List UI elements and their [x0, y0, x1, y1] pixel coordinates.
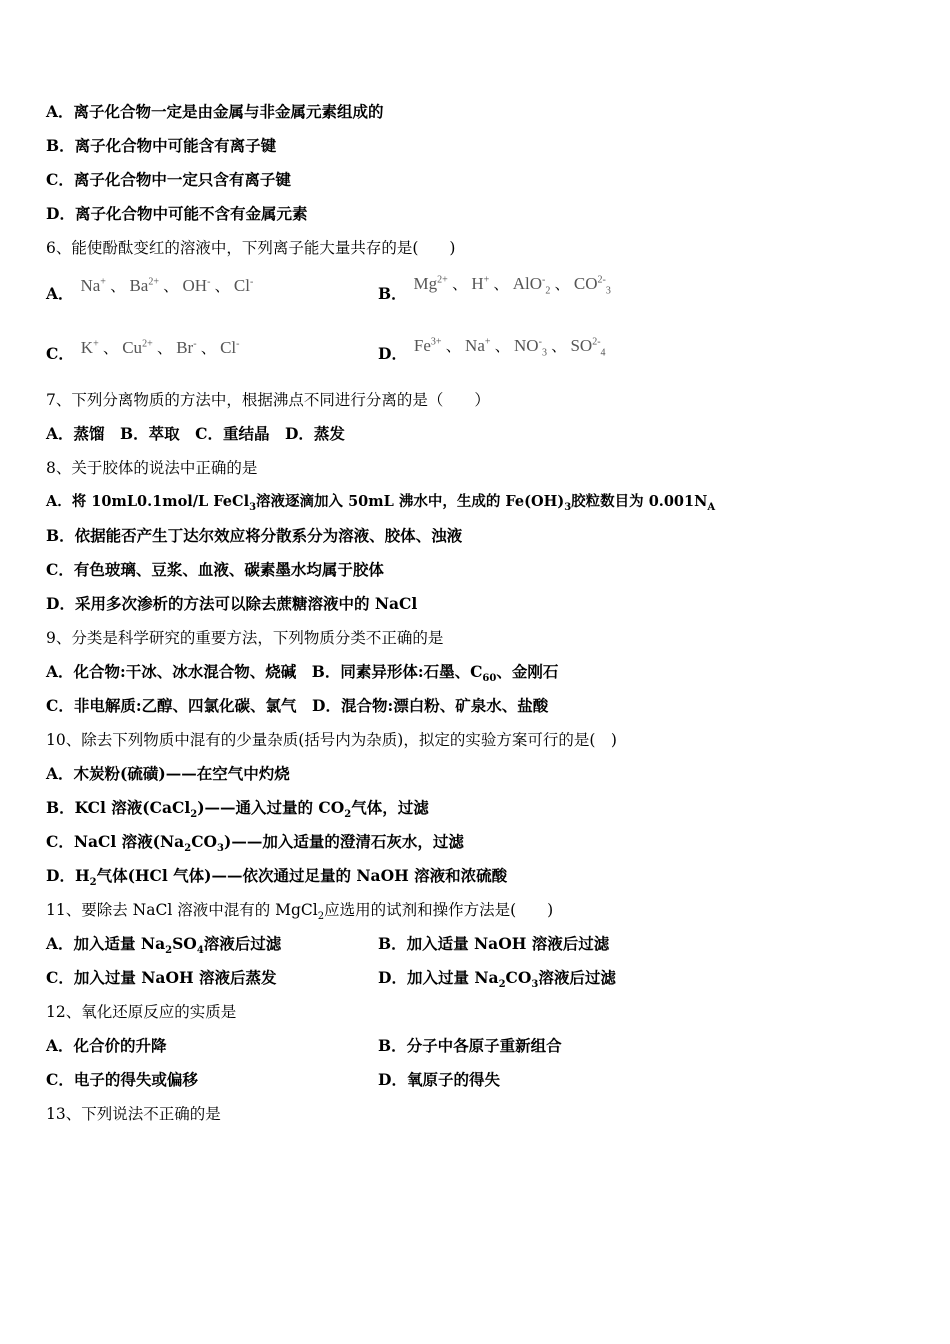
text: CO: [505, 968, 532, 987]
q6-row-cd: [46, 336, 606, 364]
q5-option-d: D．离子化合物中可能不含有金属元素: [46, 204, 308, 223]
text: D．H: [46, 866, 90, 885]
subscript: 3: [531, 979, 539, 991]
text: 应选用的试剂和操作方法是( ): [324, 901, 554, 919]
separator: 、: [494, 337, 510, 355]
ion-charge: +: [483, 274, 490, 286]
subscript: 2: [344, 809, 352, 821]
q6-b-label: B．: [378, 284, 407, 303]
q9-options-cd: C．非电解质:乙醇、四氯化碳、氯气 D．混合物:漂白粉、矿泉水、盐酸: [46, 696, 549, 715]
text: SO: [172, 934, 197, 953]
subscript: 2: [190, 809, 198, 821]
ion-charge: 2+: [148, 276, 159, 288]
q6-d-ions: [413, 336, 606, 359]
separator: 、: [452, 275, 468, 293]
q5-option-a: A．离子化合物一定是由金属与非金属元素组成的: [46, 102, 384, 121]
q12-row-cd: [46, 1070, 926, 1090]
q5-option-c: C．离子化合物中一定只含有离子键: [46, 170, 291, 189]
ion-charge: -: [249, 276, 254, 288]
separator: 、: [110, 277, 126, 295]
ion-charge: -: [193, 338, 197, 350]
q13-stem: 13、下列说法不正确的是: [46, 1105, 221, 1123]
q6-row-ab: [46, 274, 611, 304]
separator: 、: [214, 277, 230, 295]
ion-charge: 2-: [597, 274, 606, 286]
q10-option-b: [46, 798, 429, 821]
q8-option-a: [46, 492, 715, 512]
ion-charge: 2+: [437, 274, 448, 286]
q12-option-b: B．分子中各原子重新组合: [378, 1036, 562, 1055]
ion: Cl: [233, 276, 250, 295]
ion: Ba: [129, 276, 149, 295]
ion-charge: 2-: [592, 336, 601, 348]
ion-charge: +: [100, 276, 106, 288]
text: 胶粒数目为 0.001N: [571, 493, 708, 510]
q10-option-c: [46, 832, 464, 855]
ion: Na: [465, 336, 485, 355]
q12-option-c: C．电子的得失或偏移: [46, 1070, 198, 1089]
ion: H: [471, 274, 484, 293]
text: C．NaCl 溶液(Na: [46, 832, 185, 851]
q11-stem: [46, 900, 554, 923]
subscript: 2: [498, 979, 506, 991]
ion: OH: [182, 276, 208, 295]
ion-charge: -: [236, 338, 240, 350]
text: 溶液逐滴加入 50mL 沸水中，生成的 Fe(OH): [256, 493, 565, 510]
text: A．化合物:干冰、冰水混合物、烧碱 B．同素异形体:石墨、C: [46, 662, 483, 681]
separator: 、: [445, 337, 461, 355]
q11-row-cd: [46, 968, 926, 991]
q11-option-d: [378, 968, 616, 991]
q11-option-c: C．加入过量 NaOH 溶液后蒸发: [46, 968, 277, 987]
q5-option-b: B．离子化合物中可能含有离子键: [46, 136, 277, 155]
text: 气体，过滤: [351, 798, 429, 817]
text: 溶液后过滤: [203, 934, 282, 953]
q12-row-ab: [46, 1036, 926, 1056]
text: 气体(HCl 气体)——依次通过足量的 NaOH 溶液和浓硫酸: [96, 866, 508, 885]
q7-options: A．蒸馏 B．萃取 C．重结晶 D．蒸发: [46, 424, 345, 443]
subscript: 4: [196, 945, 204, 957]
q10-stem: 10、除去下列物质中混有的少量杂质(括号内为杂质)，拟定的实验方案可行的是( ): [46, 731, 617, 749]
text: 、金刚石: [496, 662, 559, 681]
separator: 、: [493, 275, 509, 293]
ion: AlO: [512, 274, 543, 293]
q6-d-label: D．: [378, 344, 407, 363]
separator: 、: [554, 275, 570, 293]
ion: Cu: [122, 338, 143, 357]
subscript: 3: [217, 843, 224, 855]
separator: 、: [551, 337, 567, 355]
subscript: 3: [249, 501, 257, 513]
q12-stem: 12、氧化还原反应的实质是: [46, 1003, 237, 1021]
ion: Mg: [413, 274, 438, 293]
ion-charge: -: [538, 336, 542, 348]
ion-charge: +: [93, 338, 99, 350]
q6-a-label: A．: [46, 284, 74, 303]
q10-option-a: A．木炭粉(硫磺)——在空气中灼烧: [46, 764, 290, 783]
q6-b-option: [378, 274, 611, 304]
subscript: 60: [482, 673, 497, 685]
q8-option-d: D．采用多次渗析的方法可以除去蔗糖溶液中的 NaCl: [46, 594, 418, 613]
ion: Na: [80, 276, 101, 295]
q6-stem: [46, 238, 455, 258]
ion-charge: -: [542, 274, 546, 286]
ion: K: [80, 338, 94, 357]
subscript: 2: [165, 945, 173, 957]
q11-option-b: B．加入适量 NaOH 溶液后过滤: [378, 934, 610, 953]
q6-c-label: C．: [46, 344, 74, 363]
separator: 、: [102, 339, 118, 357]
text: 11、要除去 NaCl 溶液中混有的 MgCl: [46, 901, 318, 919]
q6-b-ions: [413, 274, 611, 297]
ion: CO: [573, 274, 598, 293]
separator: 、: [156, 339, 172, 357]
text: )——通入过量的 CO: [197, 798, 345, 817]
ion-charge: 3+: [430, 336, 442, 348]
ion: SO: [570, 336, 593, 355]
q9-stem: 9、分类是科学研究的重要方法，下列物质分类不正确的是: [46, 629, 444, 647]
subscript: 2: [89, 877, 97, 889]
subscript: A: [707, 501, 716, 513]
separator: 、: [200, 339, 216, 357]
ion: Cl: [220, 338, 237, 357]
q10-option-d: [46, 866, 508, 889]
subscript: 2: [184, 843, 192, 855]
subscript: 2: [317, 911, 325, 923]
ion-charge: +: [484, 336, 491, 348]
ion-subscript: 2: [545, 285, 551, 297]
q11-option-a: [46, 934, 282, 957]
text: A．加入适量 Na: [46, 934, 166, 953]
q6-d-option: [378, 336, 606, 364]
text: )——加入适量的澄清石灰水，过滤: [224, 832, 464, 851]
q7-stem: 7、下列分离物质的方法中，根据沸点不同进行分离的是（ ）: [46, 391, 490, 409]
ion-subscript: 3: [605, 285, 611, 297]
q8-option-c: C．有色玻璃、豆浆、血液、碳素墨水均属于胶体: [46, 560, 384, 579]
q6-c-ions: [81, 338, 240, 357]
ion: Br: [176, 338, 194, 357]
q11-row-ab: [46, 934, 926, 957]
ion: NO: [514, 336, 539, 355]
text: B．KCl 溶液(CaCl: [46, 798, 191, 817]
separator: 、: [163, 277, 179, 295]
q8-option-b: B．依据能否产生丁达尔效应将分散系分为溶液、胶体、浊液: [46, 526, 463, 545]
ion-subscript: 4: [600, 347, 606, 359]
text: CO: [191, 832, 218, 851]
ion-charge: -: [207, 276, 211, 288]
ion-subscript: 3: [541, 347, 547, 359]
text: D．加入过量 Na: [378, 968, 499, 987]
ion: Fe: [413, 336, 431, 355]
q6-a-ions: [80, 276, 253, 295]
q9-options-ab: [46, 662, 559, 685]
q12-option-a: A．化合价的升降: [46, 1036, 167, 1055]
subscript: 3: [564, 501, 572, 513]
ion-charge: 2+: [142, 338, 153, 350]
q12-option-d: D．氧原子的得失: [378, 1070, 500, 1089]
q6-stem-text: 6、能使酚酞变红的溶液中，下列离子能大量共存的是( ): [46, 239, 456, 257]
text: 溶液后过滤: [538, 968, 616, 987]
q8-stem: 8、关于胶体的说法中正确的是: [46, 459, 258, 477]
text: A．将 10mL0.1mol/L FeCl: [46, 493, 250, 510]
